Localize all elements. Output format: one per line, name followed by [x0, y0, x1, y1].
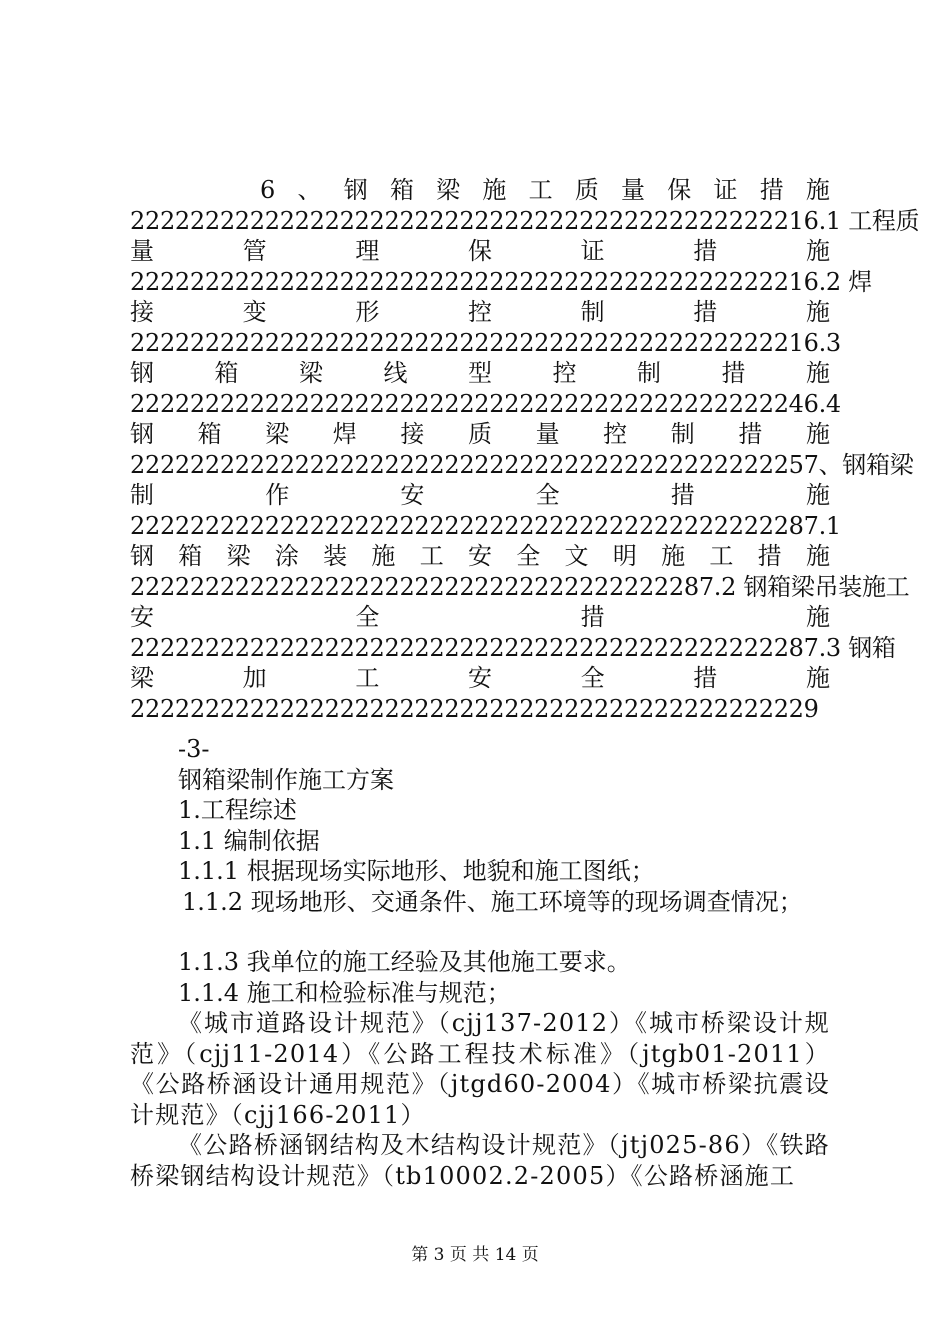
toc-char: 梁	[265, 420, 290, 448]
toc-char: 工	[709, 542, 734, 570]
toc-char: 措	[580, 603, 605, 631]
toc-char: 箱	[389, 176, 414, 204]
toc-line	[130, 236, 830, 267]
toc-char: 文	[564, 542, 589, 570]
toc-char: 工	[419, 542, 444, 570]
toc-char: 钢	[130, 359, 154, 387]
toc-char: 理	[355, 237, 380, 265]
toc-char: 安	[400, 481, 425, 509]
toc-char: 钢	[130, 542, 154, 570]
toc-char: 装	[323, 542, 348, 570]
toc-char: 接	[400, 420, 425, 448]
toc-char: 线	[383, 359, 408, 387]
toc-char: 箱	[214, 359, 239, 387]
list-item: 1.1.1 根据现场实际地形、地貌和施工图纸；	[178, 857, 655, 885]
toc-char: 梁	[130, 664, 154, 692]
toc-char: 施	[371, 542, 396, 570]
toc-char: 施	[805, 298, 830, 326]
toc-char: 制	[130, 481, 154, 509]
toc-char: 措	[721, 359, 746, 387]
list-item: 1.1.2 现场地形、交通条件、施工环境等的现场调查情况；	[182, 887, 803, 916]
toc-char: 施	[805, 176, 830, 204]
document-body	[130, 734, 840, 1191]
toc-char: 变	[242, 298, 267, 326]
toc-char: 施	[805, 237, 830, 265]
standards-paragraph: 《城市道路设计规范》（cjj137-2012）《城市桥梁设计规范》（cjj11-2014）《公路工程技术标准》（jtgb01-2011）《公路桥涵设计通用规范》（jtgd60-2004）《城市桥梁抗震设计规范》（cjj166-2011）	[130, 1009, 830, 1129]
toc-char: 管	[242, 237, 267, 265]
toc-char: 接	[130, 298, 154, 326]
toc-char: 工	[528, 176, 553, 204]
toc-char: 制	[580, 298, 605, 326]
toc-line	[130, 602, 830, 633]
toc-char: 全	[535, 481, 560, 509]
subsection-heading: 1.1 编制依据	[178, 826, 320, 855]
list-item: 1.1.3 我单位的施工经验及其他施工要求。	[178, 948, 631, 976]
table-of-contents	[130, 175, 920, 724]
toc-char: 制	[670, 420, 695, 448]
toc-char: 施	[482, 176, 507, 204]
standards-paragraph: 《公路桥涵钢结构及木结构设计规范》（jtj025-86）《铁路桥梁钢结构设计规范》（tb10002.2-2005）《公路桥涵施工	[130, 1131, 830, 1190]
section-heading: 1.工程综述	[178, 796, 297, 824]
toc-line: 2222222222222222222222222222222222222222222246.4	[130, 389, 841, 418]
toc-line: 2222222222222222222222222222222222222222222216.2 焊	[130, 267, 872, 296]
toc-char: 质	[574, 176, 599, 204]
toc-line	[130, 175, 830, 206]
toc-char: 保	[467, 237, 492, 265]
toc-line	[130, 419, 830, 450]
toc-line: 2222222222222222222222222222222222222222222216.1 工程质	[130, 206, 920, 235]
toc-line: 2222222222222222222222222222222222222222222216.3	[130, 328, 841, 357]
toc-char: 钢	[130, 420, 154, 448]
toc-char: 、	[297, 176, 322, 204]
toc-char: 措	[759, 176, 784, 204]
toc-char: 措	[738, 420, 763, 448]
toc-line	[130, 663, 830, 694]
toc-line	[130, 297, 830, 328]
toc-char: 安	[130, 603, 154, 631]
toc-char: 措	[693, 237, 718, 265]
toc-char: 施	[805, 542, 830, 570]
toc-char: 型	[468, 359, 492, 387]
toc-char: 梁	[226, 542, 251, 570]
toc-char: 焊	[332, 420, 357, 448]
toc-char: 施	[805, 664, 830, 692]
toc-char: 涂	[274, 542, 299, 570]
toc-char: 施	[805, 420, 830, 448]
toc-char: 安	[467, 542, 492, 570]
toc-char: 全	[516, 542, 541, 570]
toc-char: 箱	[178, 542, 203, 570]
toc-char: 制	[637, 359, 661, 387]
toc-char: 钢	[343, 176, 368, 204]
toc-char: 全	[580, 664, 605, 692]
toc-char: 明	[612, 542, 637, 570]
toc-line	[130, 541, 830, 572]
toc-char: 作	[265, 481, 290, 509]
toc-char: 证	[713, 176, 738, 204]
toc-char: 措	[693, 664, 718, 692]
toc-char: 6	[260, 176, 276, 204]
toc-line: 2222222222222222222222222222222222222222222287.1	[130, 511, 841, 540]
toc-char: 全	[355, 603, 380, 631]
toc-char: 控	[467, 298, 492, 326]
toc-char: 工	[355, 664, 380, 692]
toc-line: 222222222222222222222222222222222222287.2 钢箱梁吊装施工	[130, 572, 910, 601]
page-footer: 第 3 页 共 14 页	[411, 1245, 539, 1265]
toc-char: 措	[757, 542, 782, 570]
toc-char: 施	[806, 359, 830, 387]
toc-char: 措	[670, 481, 695, 509]
toc-char: 量	[621, 176, 646, 204]
toc-char: 措	[693, 298, 718, 326]
toc-char: 量	[535, 420, 560, 448]
toc-char: 梁	[299, 359, 323, 387]
toc-char: 证	[580, 237, 605, 265]
page-marker: -3-	[178, 735, 210, 763]
toc-char: 保	[667, 176, 692, 204]
toc-char: 控	[552, 359, 577, 387]
toc-char: 梁	[436, 176, 461, 204]
toc-char: 控	[603, 420, 628, 448]
list-item: 1.1.4 施工和检验标准与规范；	[178, 978, 511, 1007]
toc-line	[130, 358, 830, 389]
toc-char: 安	[467, 664, 492, 692]
toc-line: 2222222222222222222222222222222222222222222257、钢箱梁	[130, 450, 914, 479]
toc-char: 量	[130, 237, 154, 265]
toc-char: 施	[805, 481, 830, 509]
toc-char: 加	[242, 664, 267, 692]
toc-char: 质	[467, 420, 492, 448]
toc-line: 2222222222222222222222222222222222222222222229	[130, 694, 819, 723]
toc-char: 施	[661, 542, 686, 570]
toc-char: 箱	[197, 420, 222, 448]
document-title: 钢箱梁制作施工方案	[178, 765, 394, 794]
toc-char: 施	[805, 603, 830, 631]
toc-line: 2222222222222222222222222222222222222222222287.3 钢箱	[130, 633, 896, 662]
toc-char: 形	[355, 298, 380, 326]
toc-line	[130, 480, 830, 511]
